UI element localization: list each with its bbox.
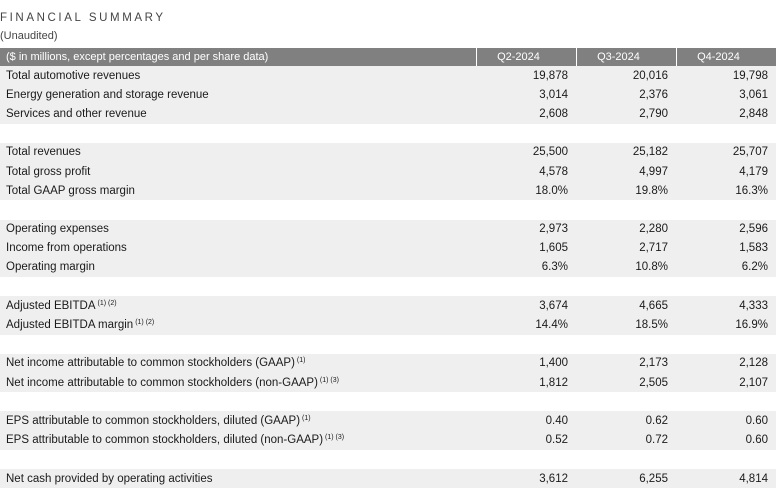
row-label	[0, 473, 476, 485]
table-row	[0, 354, 776, 373]
row-label	[0, 242, 476, 254]
cell-value: 4,578	[539, 165, 568, 178]
cell-value: 1,400	[539, 357, 568, 370]
cell-value: 3,612	[539, 472, 568, 485]
row-label	[0, 70, 476, 82]
cell-value: 2,128	[739, 357, 768, 370]
row-spacer	[0, 335, 776, 354]
cell-value: 2,717	[639, 242, 668, 255]
table-row	[0, 469, 776, 488]
table-row	[0, 239, 776, 258]
cell-value: 2,596	[739, 223, 768, 236]
table-row	[0, 315, 776, 334]
footnote-ref: (1) (2)	[135, 319, 155, 327]
row-label	[0, 108, 476, 120]
table-row	[0, 258, 776, 277]
footnote-ref: (1) (2)	[97, 299, 117, 307]
table-row	[0, 296, 776, 315]
table-row	[0, 104, 776, 123]
row-spacer	[0, 200, 776, 219]
cell-value: 19.8%	[635, 184, 668, 197]
row-label-text: Total gross profit	[6, 165, 91, 178]
column-header: Q4-2024	[676, 48, 776, 66]
cell-value: 18.5%	[635, 319, 668, 332]
cell-value: 3,014	[539, 88, 568, 101]
table-row	[0, 66, 776, 85]
column-header: Q3-2024	[576, 48, 676, 66]
table-row	[0, 162, 776, 181]
row-label	[0, 434, 476, 446]
cell-value: 20,016	[632, 69, 668, 82]
row-label-text: EPS attributable to common stockholders, diluted (GAAP)	[6, 414, 301, 427]
row-label-text: Total GAAP gross margin	[6, 184, 135, 197]
row-label-text: Services and other revenue	[6, 107, 147, 120]
cell-value: 19,798	[732, 69, 768, 82]
cell-value: 3,674	[539, 299, 568, 312]
cell-value: 6.2%	[741, 261, 768, 274]
row-label-text: EPS attributable to common stockholders, diluted (non-GAAP)	[6, 434, 324, 447]
cell-value: 16.9%	[735, 319, 768, 332]
cell-value: 14.4%	[535, 319, 568, 332]
cell-value: 2,280	[639, 223, 668, 236]
table-row	[0, 411, 776, 430]
row-label-text: Income from operations	[6, 242, 127, 255]
cell-value: 2,608	[539, 107, 568, 120]
row-spacer	[0, 392, 776, 411]
financial-summary-table	[0, 48, 776, 488]
row-label	[0, 415, 476, 427]
row-label	[0, 146, 476, 158]
cell-value: 18.0%	[535, 184, 568, 197]
row-label-text: Energy generation and storage revenue	[6, 88, 209, 101]
cell-value: 25,707	[732, 146, 768, 159]
cell-value: 10.8%	[635, 261, 668, 274]
table-row	[0, 373, 776, 392]
table-row	[0, 85, 776, 104]
cell-value: 6.3%	[541, 261, 568, 274]
cell-value: 2,505	[639, 376, 668, 389]
footnote-ref: (1)	[302, 414, 311, 422]
cell-value: 2,790	[639, 107, 668, 120]
page-title: FINANCIAL SUMMARY	[0, 12, 166, 24]
cell-value: 19,878	[532, 69, 568, 82]
cell-value: 2,107	[739, 376, 768, 389]
cell-value: 2,173	[639, 357, 668, 370]
cell-value: 4,333	[739, 299, 768, 312]
row-label-text: Total revenues	[6, 146, 81, 159]
cell-value: 4,665	[639, 299, 668, 312]
column-header: Q2-2024	[476, 48, 576, 66]
row-label-text: Operating expenses	[6, 223, 109, 236]
cell-value: 1,812	[539, 376, 568, 389]
table-body	[0, 66, 776, 488]
page-subtitle: (Unaudited)	[0, 30, 58, 42]
cell-value: 4,179	[739, 165, 768, 178]
cell-value: 4,814	[739, 472, 768, 485]
description-header: ($ in millions, except percentages and per share data)	[6, 51, 269, 63]
table-row	[0, 181, 776, 200]
row-label	[0, 261, 476, 273]
cell-value: 0.62	[645, 414, 668, 427]
table-row	[0, 431, 776, 450]
table-row	[0, 143, 776, 162]
cell-value: 1,583	[739, 242, 768, 255]
cell-value: 0.40	[545, 414, 568, 427]
cell-value: 4,997	[639, 165, 668, 178]
row-label-text: Net cash provided by operating activities	[6, 472, 213, 485]
row-label	[0, 89, 476, 101]
cell-value: 0.52	[545, 434, 568, 447]
cell-value: 2,848	[739, 107, 768, 120]
cell-value: 2,973	[539, 223, 568, 236]
row-label	[0, 377, 476, 389]
row-label-text: Adjusted EBITDA margin	[6, 319, 134, 332]
cell-value: 0.60	[745, 414, 768, 427]
row-spacer	[0, 450, 776, 469]
cell-value: 0.60	[745, 434, 768, 447]
row-label-text: Net income attributable to common stockholders (non-GAAP)	[6, 376, 318, 389]
footnote-ref: (1) (3)	[325, 434, 345, 442]
row-label-text: Net income attributable to common stockholders (GAAP)	[6, 357, 295, 370]
footnote-ref: (1)	[296, 357, 306, 365]
row-label-text: Adjusted EBITDA	[6, 299, 96, 312]
row-label-text: Total automotive revenues	[6, 69, 141, 82]
row-spacer	[0, 124, 776, 143]
cell-value: 0.72	[645, 434, 668, 447]
table-header	[0, 48, 776, 66]
row-label	[0, 357, 476, 369]
cell-value: 16.3%	[735, 184, 768, 197]
footnote-ref: (1) (3)	[319, 376, 339, 384]
cell-value: 3,061	[739, 88, 768, 101]
row-label-text: Operating margin	[6, 261, 95, 274]
row-label	[0, 166, 476, 178]
row-label	[0, 223, 476, 235]
cell-value: 1,605	[539, 242, 568, 255]
cell-value: 6,255	[639, 472, 668, 485]
row-label	[0, 300, 476, 312]
row-label	[0, 185, 476, 197]
cell-value: 25,500	[532, 146, 568, 159]
table-row	[0, 220, 776, 239]
cell-value: 2,376	[639, 88, 668, 101]
cell-value: 25,182	[632, 146, 668, 159]
row-spacer	[0, 277, 776, 296]
row-label	[0, 319, 476, 331]
